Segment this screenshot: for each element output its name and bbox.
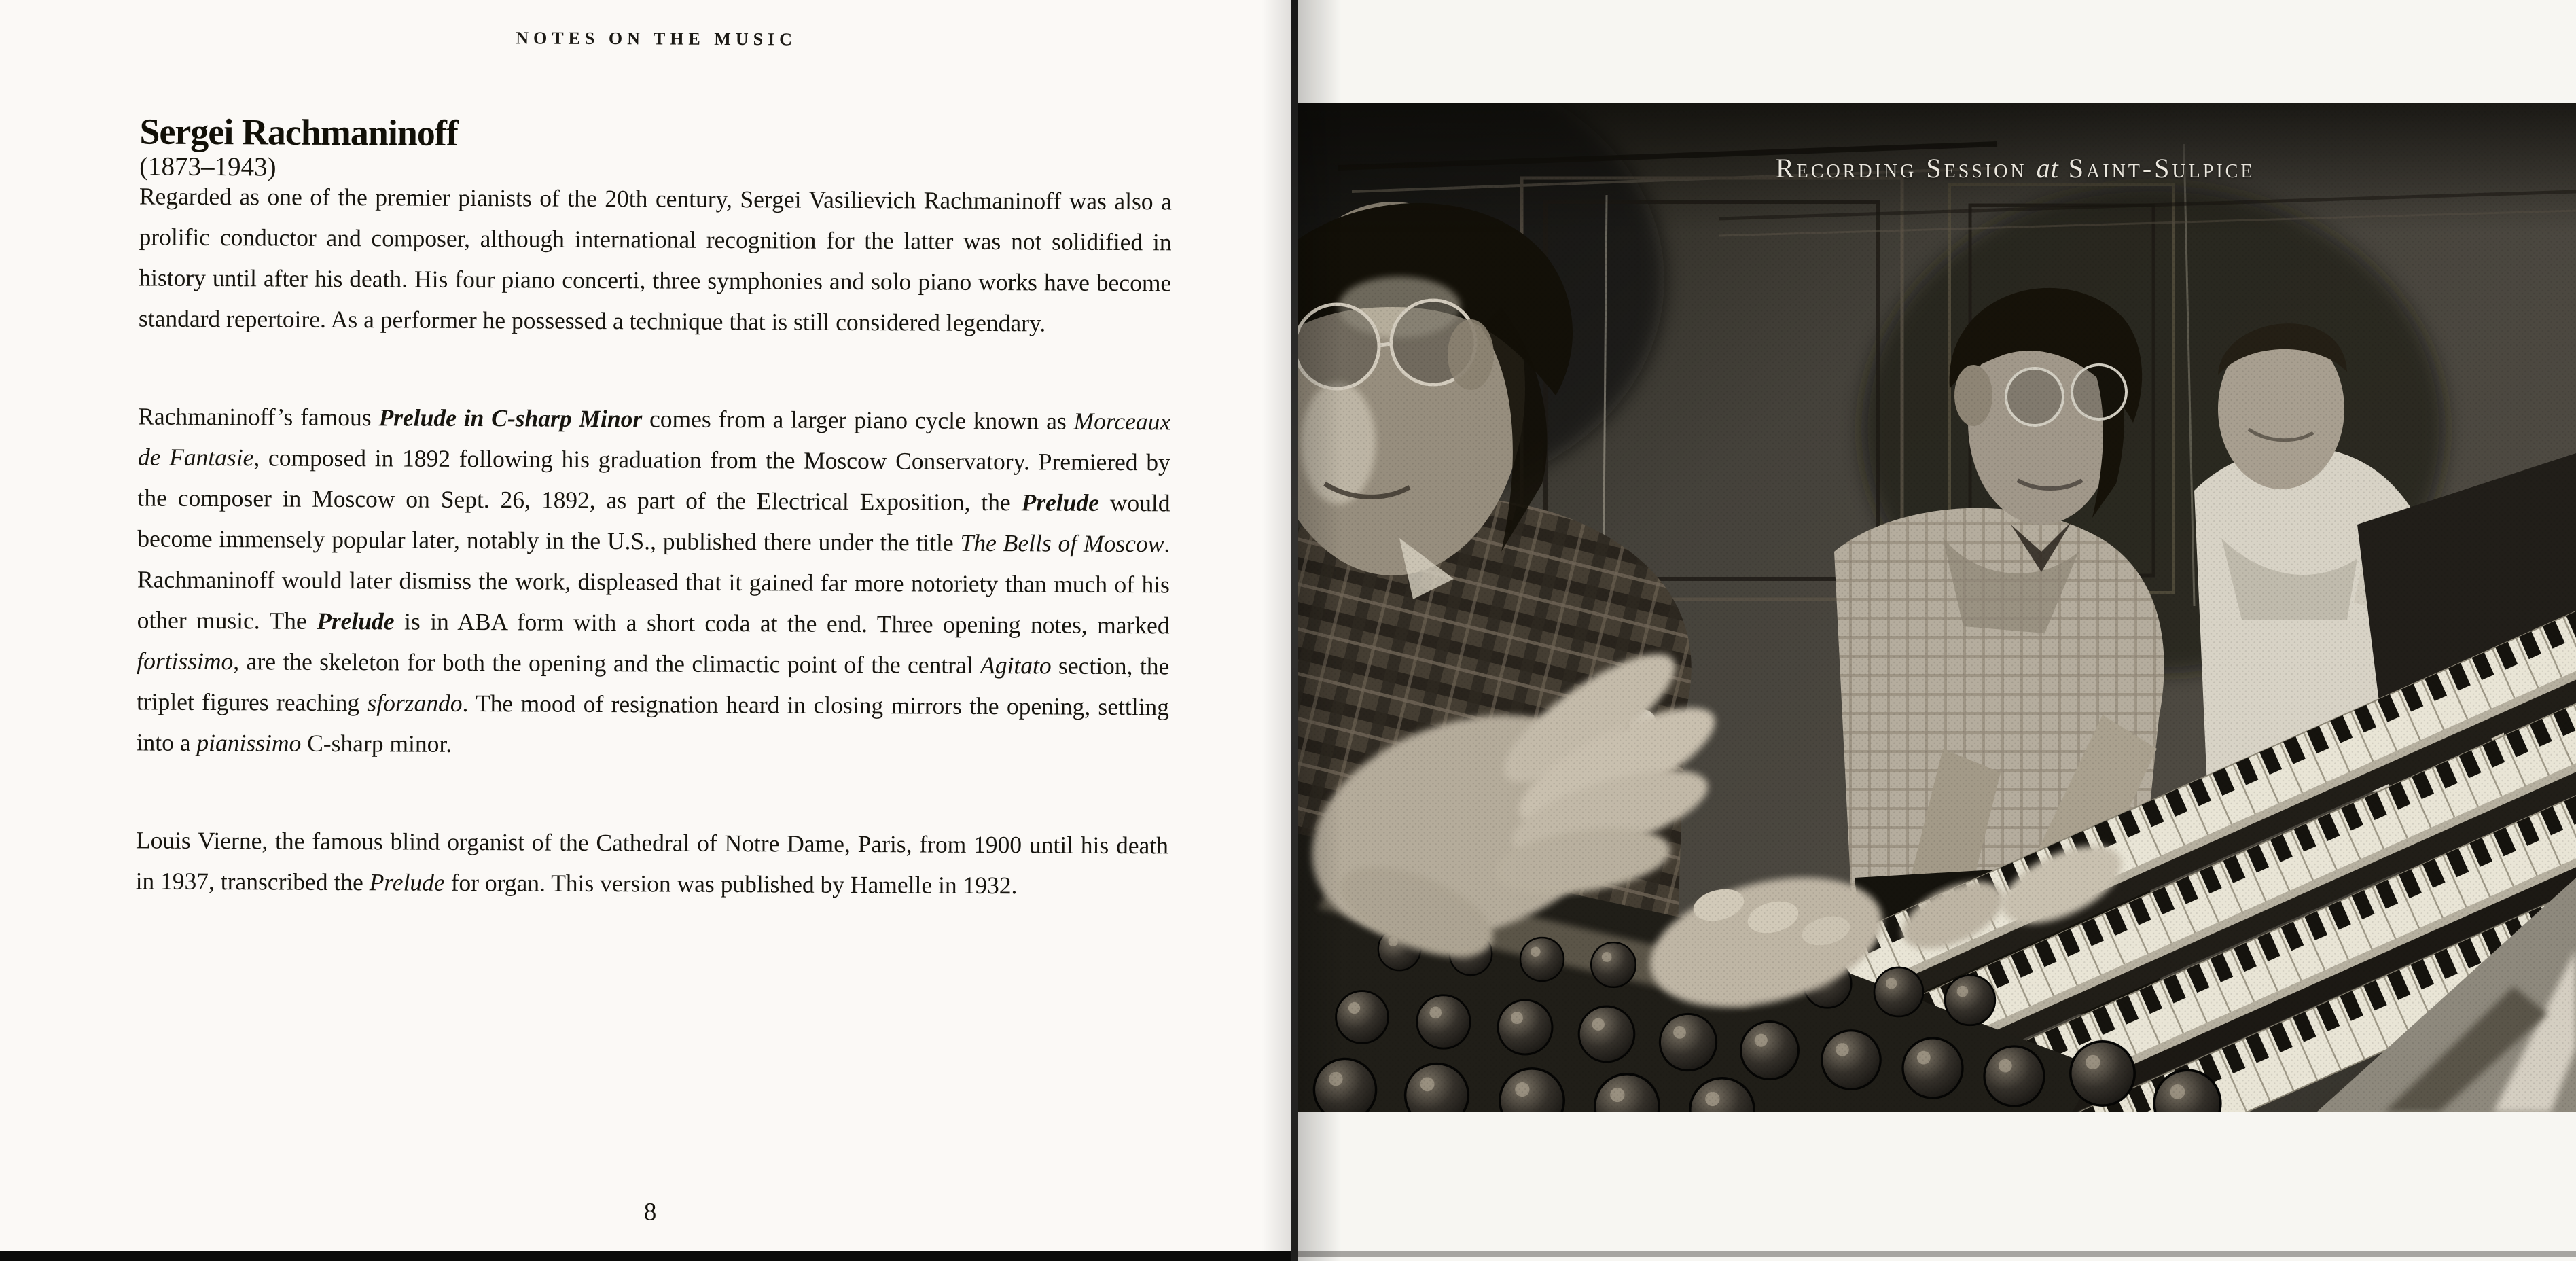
- liner-notes-text: [135, 175, 1172, 963]
- page-edge-strip: [0, 1251, 1294, 1261]
- running-head: NOTES ON THE MUSIC: [516, 28, 798, 50]
- right-page: [1298, 0, 2576, 1261]
- photo-caption-tail: Saint-Sulpice: [2068, 153, 2255, 183]
- paragraph-biography: Regarded as one of the premier pianists of the 20th century, Sergei Vasilievich Rachmaninoff was also a prolific conductor and composer, although international recognition for the latter was not solidified in history until after his death. His four piano concerti, three symphonies and solo piano works have become standard repertoire. As a performer he possessed a technique that is still considered legendary.: [138, 182, 1172, 337]
- composer-dates: (1873–1943): [139, 152, 276, 182]
- paragraph-vierne: Louis Vierne, the famous blind organist of the Cathedral of Notre Dame, Paris, from 1900 until his death in 1937, transcribed the Prelude for organ. This version was published by Hamelle in 1932.: [135, 826, 1169, 900]
- page-number: 8: [643, 1198, 657, 1226]
- photo-caption-lead: Recording Session: [1776, 153, 2027, 183]
- composer-name-heading: Sergei Rachmaninoff: [139, 111, 459, 154]
- paragraph-prelude: Rachmaninoff’s famous Prelude in C-sharp Minor comes from a larger piano cycle known as Morceaux de Fantasie, composed in 1892 following his graduation from the Moscow Conservatory. Premiered by the composer in Moscow on Sept. 26, 1892, as part of the Electrical Exposition, the Prelude would become immensely popular later, notably in the U.S., published there under the title The Bells of Moscow. Rachmaninoff would later dismiss the work, displeased that it gained far more notoriety than much of his other music. The Prelude is in ABA form with a short coda at the end. Three opening notes, marked fortissimo, are the skeleton for both the opening and the climactic point of the central Agitato section, the triplet figures reaching sforzando. The mood of resignation heard in closing mirrors the opening, settling into a pianissimo C-sharp minor.: [136, 402, 1171, 758]
- page-edge-line: [1298, 1251, 2576, 1257]
- organ-photo-illustration: [1298, 103, 2576, 1112]
- book-gutter: [1291, 0, 1298, 1261]
- recording-session-photo: [1298, 103, 2576, 1112]
- gutter-shadow-left: [1262, 0, 1294, 1261]
- photo-caption: [1776, 152, 2255, 184]
- photo-caption-connector: at: [2036, 153, 2059, 183]
